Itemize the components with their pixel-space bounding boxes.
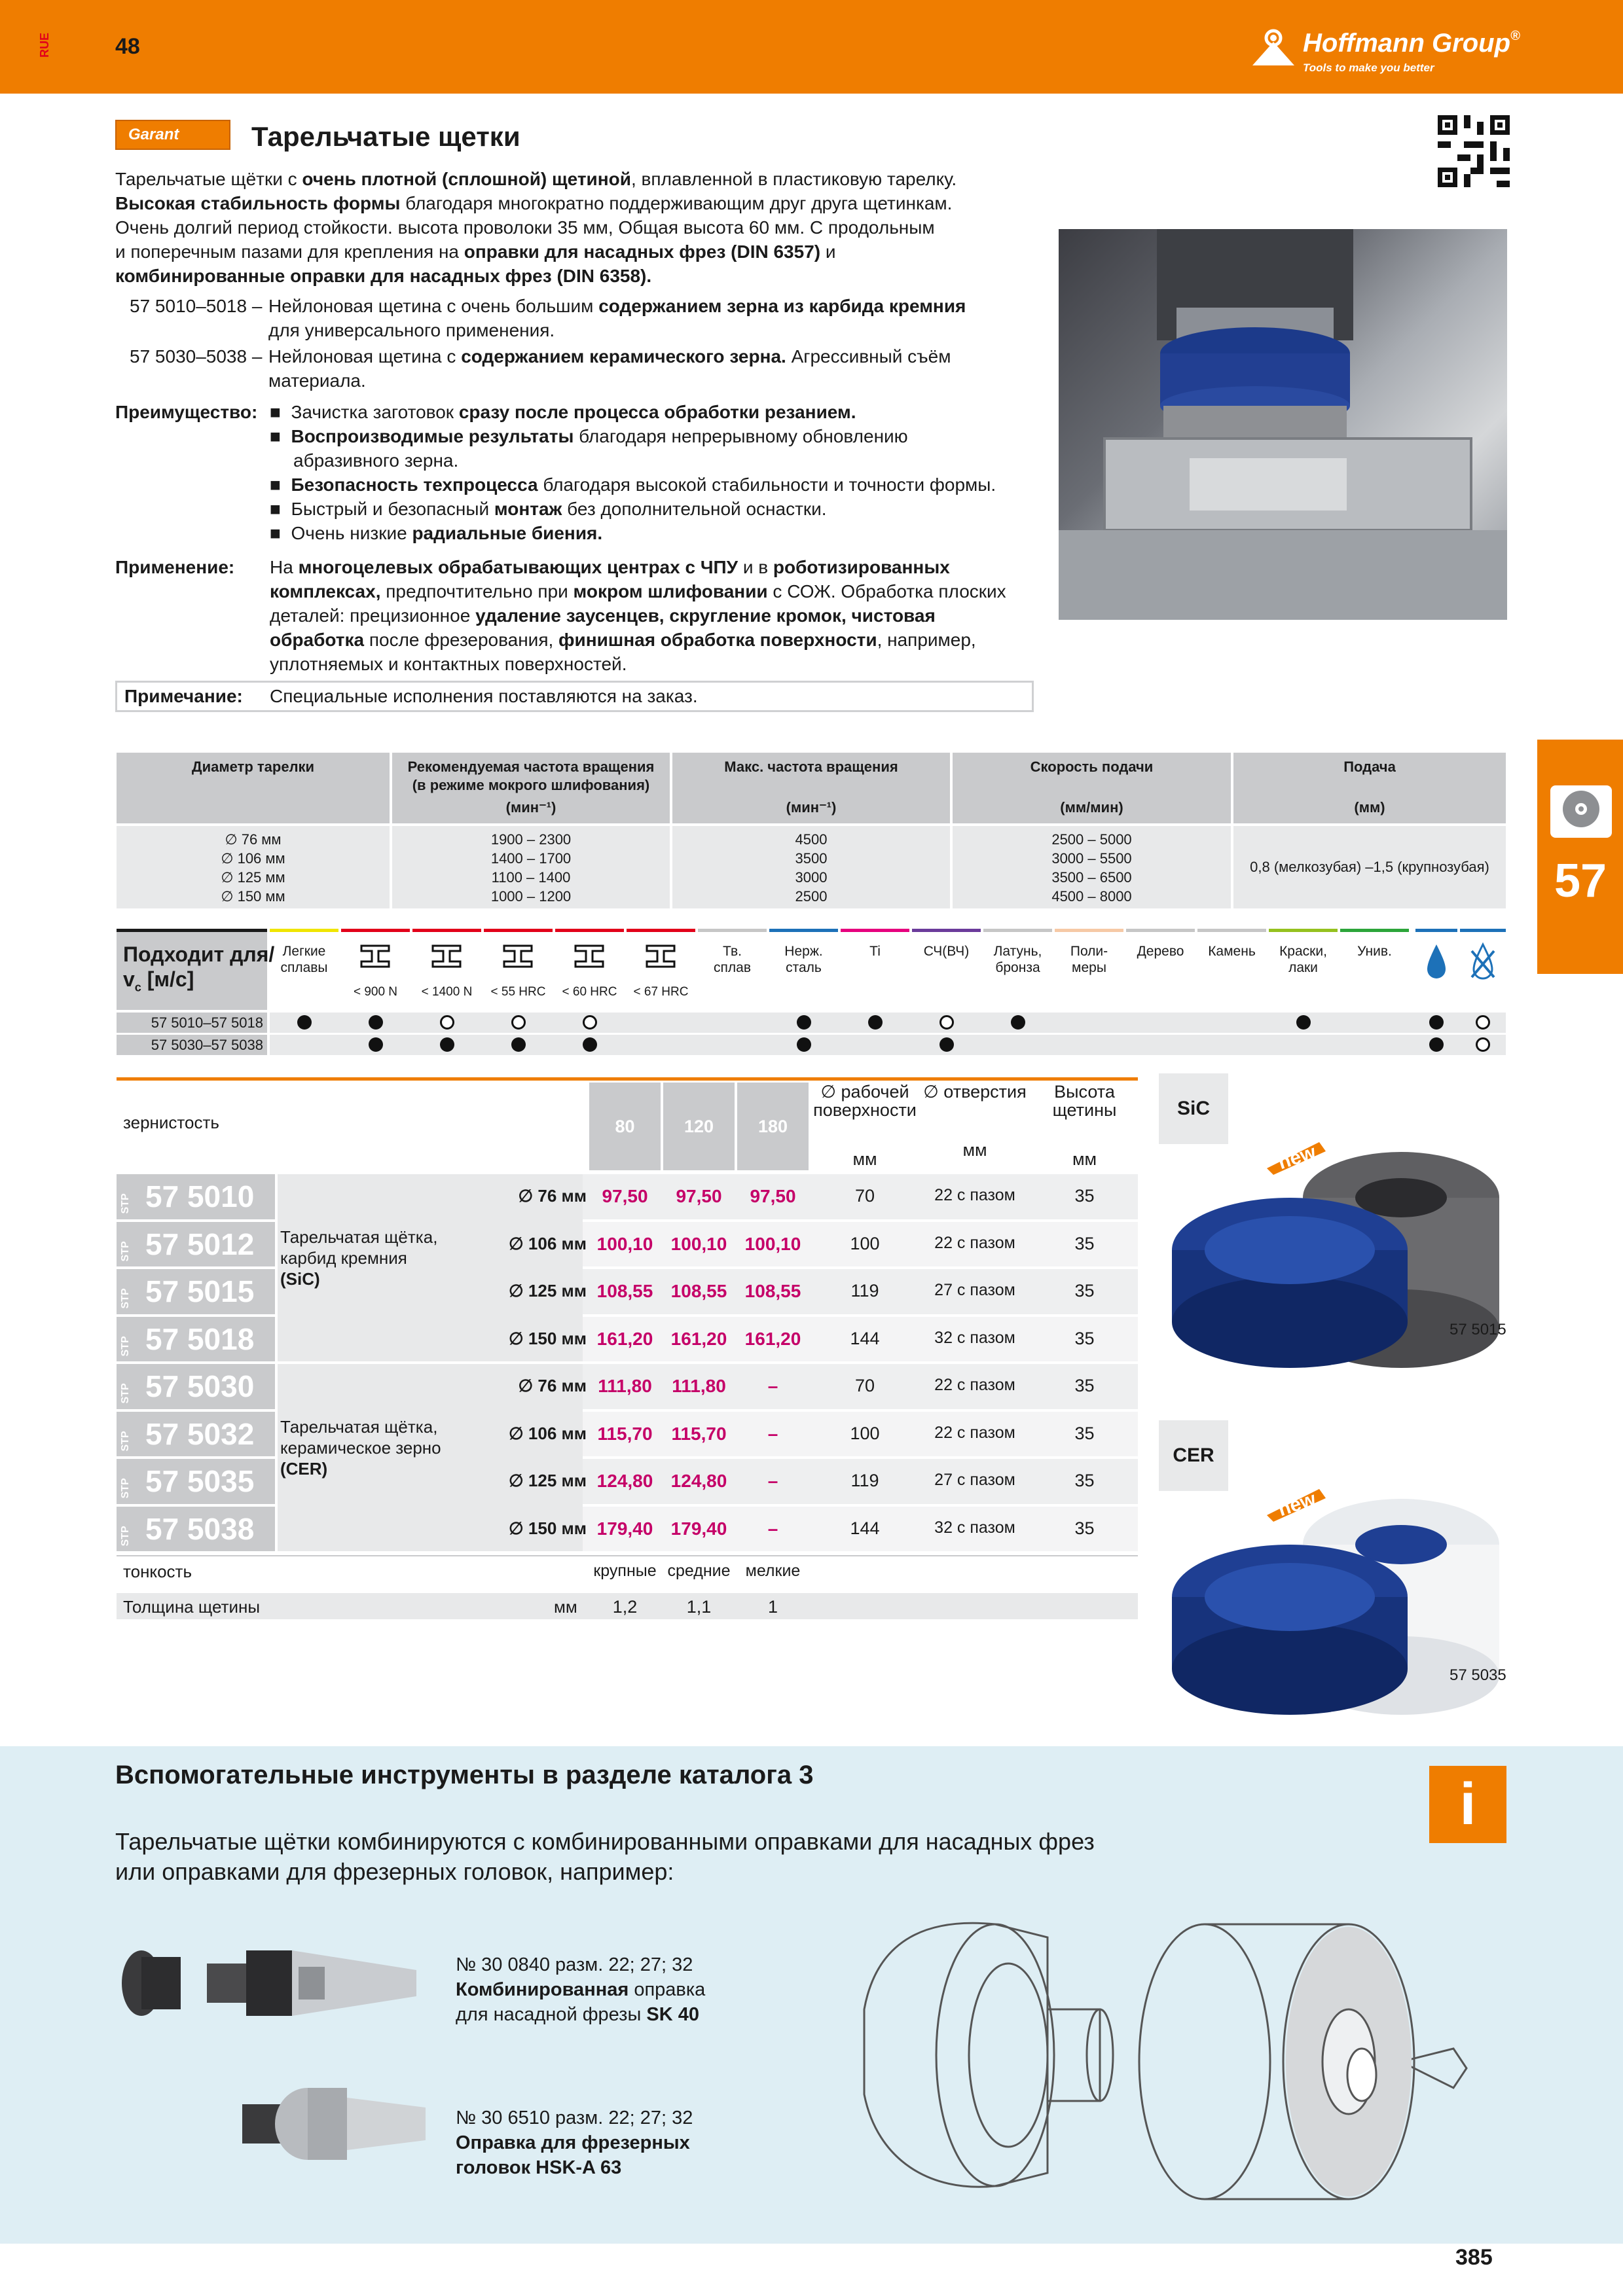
surface-cell: 70 xyxy=(854,1186,875,1206)
sic-tag: SiC xyxy=(1159,1073,1228,1144)
suit-col-label: Ti xyxy=(869,944,881,959)
spec-head-rec-speed: Рекомендуемая частота вращения (в режиме мокрого шлифования) xyxy=(392,753,670,823)
grinding-disc-icon xyxy=(1549,784,1613,839)
row-diameter: ∅ 125 мм xyxy=(509,1471,587,1490)
suit-col-9 xyxy=(841,929,909,1010)
partly-suitable-dot xyxy=(939,1015,954,1030)
thick-1: 1,2 xyxy=(612,1597,638,1617)
surface-cell: 119 xyxy=(850,1471,879,1490)
advantages-label: Преимущество: xyxy=(115,402,258,422)
price-cell: 161,20 xyxy=(670,1328,727,1349)
thick-label: Толщина щетины xyxy=(123,1597,261,1617)
row-diameter: ∅ 150 мм xyxy=(509,1518,587,1538)
stp-label: STP xyxy=(120,1383,131,1404)
dry-mark xyxy=(1476,1015,1490,1030)
suit-col-label: СЧ(ВЧ) xyxy=(923,944,970,959)
page-number-top: 48 xyxy=(115,34,140,59)
suitable-dot xyxy=(1011,1015,1025,1030)
suit-col-sublabel: < 1400 N xyxy=(421,985,473,999)
stp-label: STP xyxy=(120,1430,131,1451)
stp-label: STP xyxy=(120,1288,131,1309)
hsk-arbor-image xyxy=(236,2081,432,2166)
article-number: 57 5012 xyxy=(145,1227,255,1261)
dry-mark xyxy=(1476,1037,1490,1052)
row-diameter: ∅ 150 мм xyxy=(509,1328,587,1348)
wet-drop-icon xyxy=(1425,942,1448,981)
price-cell: 100,10 xyxy=(596,1233,653,1254)
grit-80: 80 xyxy=(589,1083,661,1170)
suit-col-label: Латунь, бронза xyxy=(993,944,1042,975)
price-cell: 108,55 xyxy=(744,1281,801,1301)
spec-unit-rec: (мин⁻¹) xyxy=(505,799,556,816)
stp-label: STP xyxy=(120,1478,131,1499)
surface-cell: 144 xyxy=(850,1518,880,1538)
suit-row-code-1: 57 5010–57 5018 xyxy=(117,1013,267,1033)
aux-item-1: № 30 0840 разм. 22; 27; 32 Комбинированная оправка для насадной фрезы SK 40 xyxy=(456,1954,706,2025)
head-surface: ∅ рабочей поверхности xyxy=(813,1082,917,1120)
new-badge-1: new xyxy=(1275,1141,1319,1174)
spec-feed-speeds: 2500 – 5000 3000 – 5500 3500 – 6500 4500 – 8000 xyxy=(953,826,1231,908)
spec-unit-max: (мин⁻¹) xyxy=(786,799,837,816)
spec-infeed-value: 0,8 (мелкозубая) –1,5 (крупнозубая) xyxy=(1233,826,1506,908)
bore-cell: 32 с пазом xyxy=(934,1518,1015,1537)
article-number: 57 5035 xyxy=(145,1464,255,1498)
price-cell: 124,80 xyxy=(670,1471,727,1491)
suitability-table xyxy=(117,929,1506,1056)
bore-cell: 22 с пазом xyxy=(934,1233,1015,1252)
price-cell: 111,80 xyxy=(672,1376,726,1396)
price-cell: 100,10 xyxy=(744,1233,801,1254)
steel-beam-icon xyxy=(430,943,463,969)
height-cell: 35 xyxy=(1074,1518,1095,1538)
application-label: Применение: xyxy=(115,557,235,577)
suit-row-code-2: 57 5030–57 5038 xyxy=(117,1035,267,1055)
fine-1: крупные xyxy=(593,1562,657,1580)
chapter-number: 57 xyxy=(1554,855,1607,907)
steel-beam-icon xyxy=(501,943,534,969)
suit-col-label: Нерж. сталь xyxy=(784,944,823,975)
price-cell: – xyxy=(767,1471,778,1491)
unit-bore: мм xyxy=(962,1140,987,1160)
intro-text: Тарельчатые щётки с очень плотной (сплошной) щетиной, вплавленной в пластиковую тарелку. Высокая стабильность формы благодаря многократно поддерживающим друг друга щетинкам. Очень долгий период стойкости. высота проволоки 35 мм, Общая высота 60 мм. С продольным и поперечным пазами для крепления на оправки для насадных фрез (DIN 6357) и комбинированные оправки для насадных фрез (DIN 6358). xyxy=(115,169,957,286)
suit-col-label: Легкие сплавы xyxy=(280,944,328,975)
cer-caption: 57 5035 xyxy=(1450,1666,1506,1684)
product-table-top-rule xyxy=(117,1077,1138,1081)
suit-col-label: Поли- меры xyxy=(1070,944,1108,975)
bore-cell: 27 с пазом xyxy=(934,1471,1015,1489)
height-cell: 35 xyxy=(1074,1376,1095,1395)
sic-description: Тарельчатая щётка, карбид кремния (SiC) xyxy=(280,1227,438,1289)
unit-height: мм xyxy=(1072,1149,1097,1169)
partly-suitable-dot xyxy=(583,1015,597,1030)
suit-col-label: Краски, лаки xyxy=(1279,944,1327,975)
cer-description: Тарельчатая щётка, керамическое зерно (CER) xyxy=(280,1417,441,1479)
product-table xyxy=(117,1077,1138,1621)
suitable-dot xyxy=(868,1015,883,1030)
bore-cell: 32 с пазом xyxy=(934,1328,1015,1347)
spec-unit-infeed: (мм) xyxy=(1354,799,1385,816)
suitable-dot xyxy=(369,1037,383,1052)
suitable-dot xyxy=(440,1037,454,1052)
height-cell: 35 xyxy=(1074,1281,1095,1300)
spec-head-diameter: Диаметр тарелки xyxy=(117,753,390,823)
head-bore: ∅ отверстия xyxy=(923,1082,1027,1102)
suitable-dot xyxy=(583,1037,597,1052)
stp-label: STP xyxy=(120,1193,131,1214)
price-cell: 161,20 xyxy=(744,1328,801,1349)
suit-col-label: Дерево xyxy=(1137,944,1184,959)
steel-beam-icon xyxy=(644,943,677,969)
surface-cell: 100 xyxy=(850,1233,880,1253)
surface-cell: 70 xyxy=(854,1376,875,1395)
spec-head-feed-speed: Скорость подачи xyxy=(953,753,1231,823)
row-diameter: ∅ 106 мм xyxy=(509,1233,587,1253)
surface-cell: 100 xyxy=(850,1423,880,1443)
suitable-dot xyxy=(939,1037,954,1052)
suit-label: Подходит для/ $v_c$ [м/с] xyxy=(123,942,275,994)
partly-suitable-dot xyxy=(511,1015,526,1030)
thick-unit: мм xyxy=(554,1597,577,1617)
suit-col-sublabel: < 60 HRC xyxy=(562,985,617,999)
price-cell: – xyxy=(767,1518,778,1539)
article-number: 57 5038 xyxy=(145,1511,255,1546)
suitable-dot xyxy=(797,1015,811,1030)
suitable-dot xyxy=(369,1015,383,1030)
unit-surface: мм xyxy=(852,1149,877,1169)
fine-3: мелкие xyxy=(745,1562,801,1580)
row-diameter: ∅ 76 мм xyxy=(518,1186,587,1206)
brand-name: Hoffmann Group® xyxy=(1303,29,1520,58)
price-cell: 97,50 xyxy=(750,1186,796,1206)
suit-row-1 xyxy=(270,1013,1506,1033)
advantages-list: ■ Зачистка заготовок сразу после процесса обработки резанием. ■ Воспроизводимые результаты благодаря непрерывному обновлению абразивного зерна. ■ Безопасность техпроцесса благодаря высокой стабильности и точности формы. ■ Быстрый и безопасный монтаж без дополнительной оснастки. ■ Очень низкие радиальные биения. xyxy=(270,402,996,543)
wet-mark xyxy=(1429,1037,1444,1052)
height-cell: 35 xyxy=(1074,1186,1095,1206)
stp-label: STP xyxy=(120,1525,131,1546)
suit-col-label: Унив. xyxy=(1357,944,1392,959)
price-cell: 124,80 xyxy=(596,1471,653,1491)
note-label: Примечание: xyxy=(124,686,243,706)
bore-cell: 22 с пазом xyxy=(934,1186,1015,1204)
price-cell: 115,70 xyxy=(597,1423,653,1444)
spec-head-infeed: Подача xyxy=(1233,753,1506,823)
suit-col-sublabel: < 900 N xyxy=(353,985,398,999)
price-cell: 100,10 xyxy=(670,1233,727,1254)
price-cell: 97,50 xyxy=(676,1186,722,1206)
price-cell: 115,70 xyxy=(671,1423,727,1444)
article-number: 57 5015 xyxy=(145,1274,255,1308)
price-cell: 161,20 xyxy=(596,1328,653,1349)
price-cell: 108,55 xyxy=(596,1281,653,1301)
suit-col-label: Камень xyxy=(1208,944,1256,959)
page-title: Тарельчатые щетки xyxy=(251,121,520,152)
spec-table xyxy=(117,753,1506,908)
hoffmann-logo-icon xyxy=(1247,27,1300,67)
surface-cell: 119 xyxy=(850,1281,879,1300)
thick-3: 1 xyxy=(767,1597,778,1617)
suit-col-sublabel: < 67 HRC xyxy=(633,985,689,999)
price-cell: – xyxy=(767,1423,778,1444)
aux-heading: Вспомогательные инструменты в разделе каталога 3 xyxy=(115,1761,814,1789)
article-number: 57 5032 xyxy=(145,1416,255,1451)
suit-col-label: Тв. сплав xyxy=(714,944,751,975)
article-number: 57 5010 xyxy=(145,1179,255,1213)
sic-caption: 57 5015 xyxy=(1450,1321,1506,1338)
thick-2: 1,1 xyxy=(686,1597,712,1617)
dry-drop-crossed-icon xyxy=(1469,942,1497,981)
row-diameter: ∅ 106 мм xyxy=(509,1423,587,1443)
bore-cell: 22 с пазом xyxy=(934,1376,1015,1394)
suit-row-2 xyxy=(270,1035,1506,1055)
bore-cell: 27 с пазом xyxy=(934,1281,1015,1299)
price-cell: 97,50 xyxy=(602,1186,648,1206)
spec-unit-feed: (мм/мин) xyxy=(1060,799,1123,816)
surface-cell: 144 xyxy=(850,1328,880,1348)
height-cell: 35 xyxy=(1074,1328,1095,1348)
machining-photo xyxy=(1059,229,1507,620)
price-cell: 179,40 xyxy=(596,1518,653,1539)
brush-in-use-illustration xyxy=(1059,229,1507,620)
height-cell: 35 xyxy=(1074,1423,1095,1443)
suitable-dot xyxy=(1296,1015,1311,1030)
suit-col-10 xyxy=(912,929,981,1010)
spec-max-speeds: 4500 3500 3000 2500 xyxy=(672,826,950,908)
note-text: Специальные исполнения поставляются на заказ. xyxy=(270,686,698,706)
price-cell: 108,55 xyxy=(670,1281,727,1301)
aux-intro: Тарельчатые щётки комбинируются с комбинированными оправками для насадных фрез или оправками для фрезерных головок, например: xyxy=(115,1828,1095,1885)
cer-tag: CER xyxy=(1159,1420,1228,1491)
height-cell: 35 xyxy=(1074,1471,1095,1490)
grit-180: 180 xyxy=(737,1083,809,1170)
price-cell: 111,80 xyxy=(598,1376,652,1396)
head-height: Высота щетины xyxy=(1052,1082,1117,1120)
article-number: 57 5030 xyxy=(145,1369,255,1403)
new-badge-2: new xyxy=(1275,1488,1319,1521)
price-cell: 179,40 xyxy=(670,1518,727,1539)
spec-head-max-speed: Макс. частота вращения xyxy=(672,753,950,823)
aux-item-2: № 30 6510 разм. 22; 27; 32 Оправка для фрезерных головок HSK-A 63 xyxy=(456,2108,693,2178)
grit-label: зернистость xyxy=(123,1113,219,1132)
stp-label: STP xyxy=(120,1240,131,1261)
suitable-dot xyxy=(797,1037,811,1052)
suit-col-13 xyxy=(1126,929,1195,1010)
steel-beam-icon xyxy=(359,943,392,969)
grit-120: 120 xyxy=(663,1083,735,1170)
stp-label: STP xyxy=(120,1335,131,1356)
language-code: RUE xyxy=(38,33,51,58)
page-number-bottom: 385 xyxy=(1455,2245,1493,2270)
spec-diameters: ∅ 76 мм ∅ 106 мм ∅ 125 мм ∅ 150 мм xyxy=(117,826,390,908)
fine-label: тонкость xyxy=(123,1562,192,1581)
suitable-dot xyxy=(511,1037,526,1052)
garant-label: Garant xyxy=(128,126,179,143)
suit-col-16 xyxy=(1340,929,1409,1010)
spec-rec-speeds: 1900 – 2300 1400 – 1700 1100 – 1400 1000 – 1200 xyxy=(392,826,670,908)
fine-rule xyxy=(117,1555,1138,1556)
application-text: На многоцелевых обрабатывающих центрах с ЧПУ и в роботизированных комплексах, предпочтительно при мокром шлифовании с СОЖ. Обработка плоских деталей: прецизионное удаление заусенцев, скругление кромок, чистовая обработка после фрезерования, финишная обработка поверхности, например, уплотняемых и контактных поверхностей. xyxy=(270,557,1006,674)
combi-arbor-image xyxy=(115,1937,429,2036)
price-cell: – xyxy=(767,1376,778,1396)
assembly-drawing xyxy=(851,1898,1480,2225)
qr-code-icon xyxy=(1438,115,1510,187)
fine-2: средние xyxy=(667,1562,731,1580)
suit-col-sublabel: < 55 HRC xyxy=(490,985,546,999)
info-letter: i xyxy=(1459,1772,1476,1837)
bore-cell: 22 с пазом xyxy=(934,1423,1015,1442)
row-diameter: ∅ 125 мм xyxy=(509,1281,587,1300)
suit-col-14 xyxy=(1197,929,1266,1010)
suitable-dot xyxy=(297,1015,312,1030)
brand-tagline: Tools to make you better xyxy=(1303,62,1434,74)
steel-beam-icon xyxy=(573,943,606,969)
height-cell: 35 xyxy=(1074,1233,1095,1253)
variant-list: 57 5010–5018 – Нейлоновая щетина с очень большим содержанием зерна из карбида кремния для универсального применения. 57 5030–5038 – Нейлоновая щетина с содержанием керамического зерна. Агрессивный съём материала. xyxy=(130,296,966,391)
article-number: 57 5018 xyxy=(145,1321,255,1356)
row-diameter: ∅ 76 мм xyxy=(518,1376,587,1395)
partly-suitable-dot xyxy=(440,1015,454,1030)
wet-mark xyxy=(1429,1015,1444,1030)
